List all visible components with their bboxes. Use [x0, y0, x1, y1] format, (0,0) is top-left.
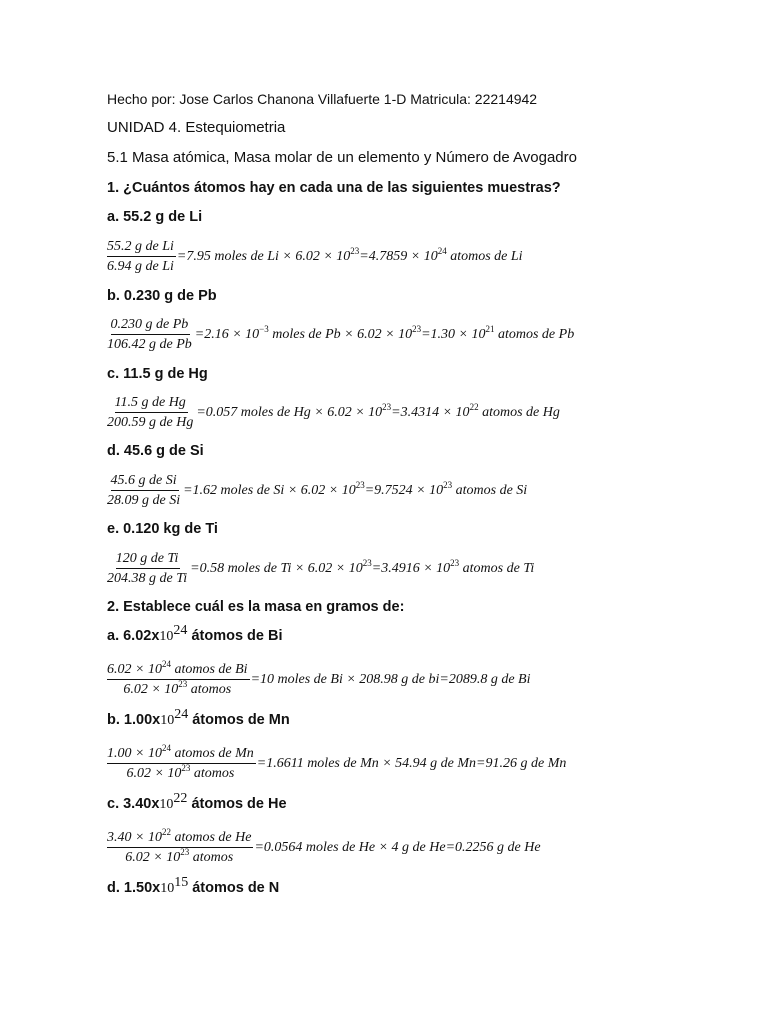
- denominator: 200.59 g de Hg: [107, 415, 194, 430]
- denominator: $6.02 \times 10^{23}$ atomos: [123, 679, 232, 697]
- denominator: 28.09 g de Si: [107, 493, 181, 508]
- numerator: 120 g de Ti: [116, 550, 181, 569]
- fraction: [107, 394, 195, 431]
- q1-item-b-equation: [107, 316, 574, 353]
- numerator: $6.02 \times 10^{24}$ atomos de Bi: [107, 661, 250, 680]
- denominator: 204.38 g de Ti: [107, 571, 188, 586]
- numerator: 11.5 g de Hg: [115, 394, 188, 413]
- q1-item-a-equation: [107, 238, 523, 275]
- q2-item-b-label: b. $1.00x10^{24}$ átomos de Mn: [107, 707, 290, 728]
- fraction: [107, 472, 182, 509]
- denominator: 106.42 g de Pb: [107, 337, 192, 352]
- numerator: 55.2 g de Li: [107, 238, 176, 257]
- equation-result: =1.6611 moles de Mn × 54.94 g de Mn=91.26 g de Mn: [256, 755, 567, 771]
- equation-result: =0.58 moles de $Ti \times 6.02 \times 10^{23}=3.4916 \times 10^{23}$ atomos de Ti: [190, 557, 535, 576]
- q1-item-c-equation: [107, 394, 560, 431]
- numerator: 45.6 g de Si: [111, 472, 179, 491]
- question-1-title: 1. ¿Cuántos átomos hay en cada una de las siguientes muestras?: [107, 180, 561, 196]
- unit-heading: UNIDAD 4. Estequiometria: [107, 119, 286, 136]
- equation-result: $=2.16 \times 10^{-3}$ moles de $Pb \times 6.02 \times 10^{23}=1.30 \times 10^{21}$ atomos de Pb: [194, 323, 575, 342]
- numerator: 0.230 g de Pb: [111, 316, 191, 335]
- q2-item-b-equation: [107, 745, 566, 782]
- section-subtitle: 5.1 Masa atómica, Masa molar de un elemento y Número de Avogadro: [107, 149, 577, 166]
- denominator: 6.94 g de Li: [107, 259, 174, 274]
- fraction: [107, 661, 250, 698]
- q1-item-c-label: c. 11.5 g de Hg: [107, 366, 208, 382]
- q2-item-c-label: c. $3.40x10^{22}$ átomos de He: [107, 791, 287, 812]
- fraction: [107, 238, 176, 275]
- q2-item-a-label: a. $6.02x10^{24}$ átomos de Bi: [107, 623, 283, 644]
- fraction: [107, 316, 194, 353]
- q1-item-d-label: d. 45.6 g de Si: [107, 443, 204, 459]
- q1-item-b-label: b. 0.230 g de Pb: [107, 288, 217, 304]
- fraction: [107, 745, 256, 782]
- denominator: $6.02 \times 10^{23}$ atomos: [125, 847, 234, 865]
- question-2-title: 2. Establece cuál es la masa en gramos de:: [107, 599, 405, 615]
- q2-item-d-label: d. $1.50x10^{15}$ átomos de N: [107, 875, 280, 896]
- q1-item-e-equation: [107, 550, 534, 587]
- equation-result: =7.95 moles de $Li \times 6.02 \times 10^{23}=4.7859 \times 10^{24}$ atomos de Li: [176, 245, 523, 264]
- q1-item-d-equation: [107, 472, 527, 509]
- equation-result: =0.0564 moles de He × 4 g de He=0.2256 g de He: [254, 839, 541, 855]
- fraction: [107, 829, 253, 866]
- fraction: [107, 550, 189, 587]
- equation-result: =0.057 moles de $Hg \times 6.02 \times 10^{23}=3.4314 \times 10^{22}$ atomos de Hg: [196, 401, 560, 420]
- equation-result: =10 moles de Bi × 208.98 g de bi=2089.8 g de Bi: [250, 671, 531, 687]
- numerator: $1.00 \times 10^{24}$ atomos de Mn: [107, 745, 256, 764]
- q2-item-a-equation: [107, 661, 530, 698]
- author-line: Hecho por: Jose Carlos Chanona Villafuerte 1-D Matricula: 22214942: [107, 91, 538, 107]
- q2-item-c-equation: [107, 829, 541, 866]
- denominator: $6.02 \times 10^{23}$ atomos: [126, 763, 235, 781]
- q1-item-e-label: e. 0.120 kg de Ti: [107, 521, 218, 537]
- equation-result: =1.62 moles de $Si \times 6.02 \times 10^{23}=9.7524 \times 10^{23}$ atomos de Si: [183, 479, 528, 498]
- numerator: $3.40 \times 10^{22}$ atomos de He: [107, 829, 253, 848]
- q1-item-a-label: a. 55.2 g de Li: [107, 209, 203, 225]
